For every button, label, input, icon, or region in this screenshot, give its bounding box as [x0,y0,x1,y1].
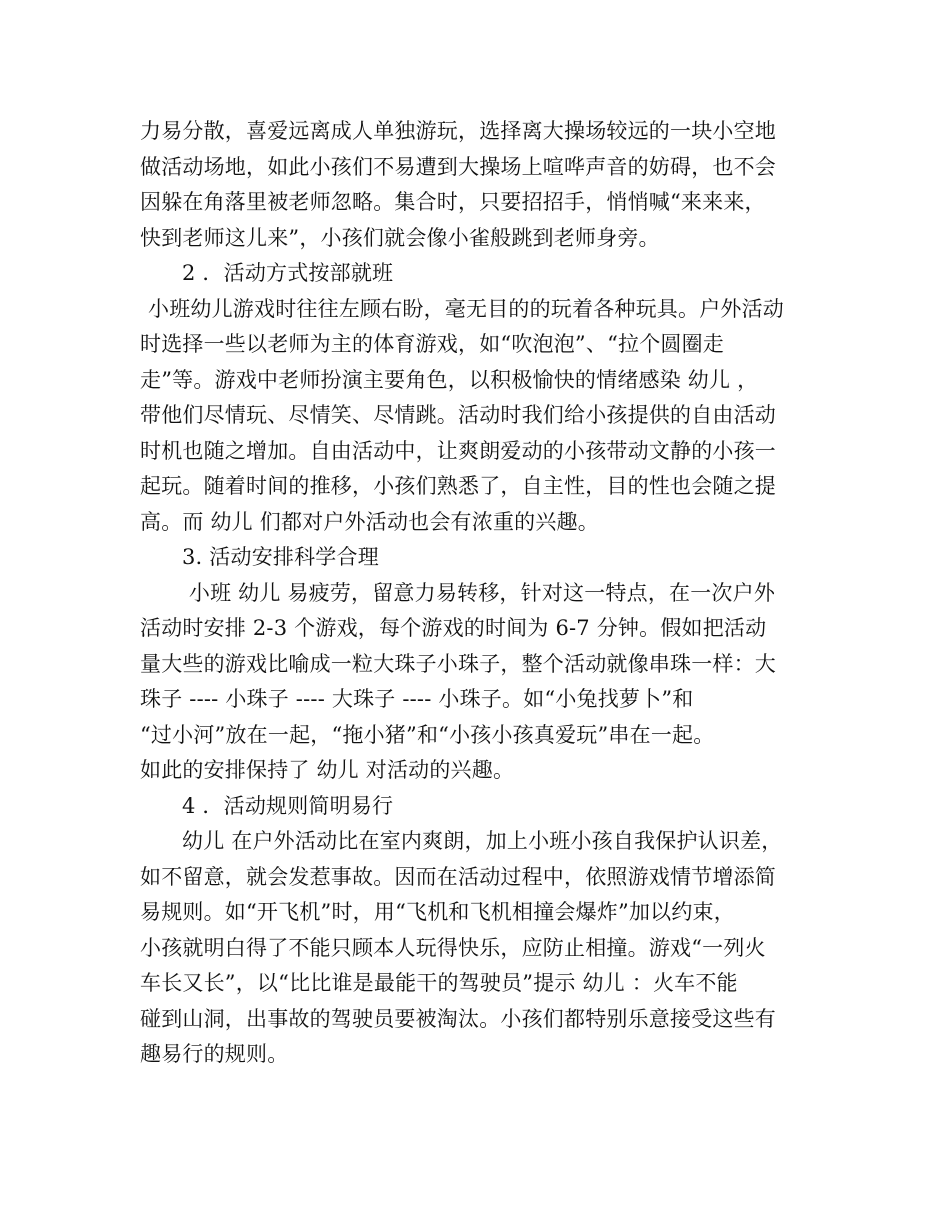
text-line: 易规则。如“开飞机”时，用“飞机和飞机相撞会爆炸”加以约束， [140,900,735,924]
text-line: 车长又长”，以“比比谁是最能干的驾驶员”提示 幼儿 ：火车不能 [140,971,738,995]
section-heading: 4 ．活动规则简明易行 [182,793,394,818]
text-line: 做活动场地，如此小孩们不易遭到大操场上喧哗声音的妨碍，也不会 [140,154,776,179]
document-body [140,114,820,1073]
text-line: 小班幼儿游戏时往往左顾右盼，毫无目的的玩着各种玩具。户外活动 [148,296,784,321]
text-line: 活动时安排 2-3 个游戏，每个游戏的时间为 6-7 分钟。假如把活动 [140,616,767,640]
text-line: 因躲在角落里被老师忽略。集合时，只要招招手，悄悄喊“来来来， [140,190,766,214]
section-heading: 3. 活动安排科学合理 [182,545,379,569]
text-line: 如此的安排保持了 幼儿 对活动的兴趣。 [140,758,515,782]
text-line: 带他们尽情玩、尽情笑、尽情跳。活动时我们给小孩提供的自由活动 [140,403,776,427]
text-line: 小班 幼儿 易疲劳，留意力易转移，针对这一特点，在一次户外 [182,580,776,605]
text-line: 起玩。随着时间的推移，小孩们熟悉了，自主性，目的性也会随之提 [140,474,776,498]
text-line: 碰到山洞，出事故的驾驶员要被淘汰。小孩们都特别乐意接受这些有 [140,1006,776,1031]
text-line: 走”等。游戏中老师扮演主要角色，以积极愉快的情绪感染 幼儿 ， [140,367,759,392]
text-line: 高。而 幼儿 们都对户外活动也会有浓重的兴趣。 [140,509,599,534]
text-line: 幼儿 在户外活动比在室内爽朗，加上小班小孩自我保护认识差， [182,829,783,853]
text-line: 量大些的游戏比喻成一粒大珠子小珠子，整个活动就像串珠一样：大 [140,651,776,676]
text-line: 力易分散，喜爱远离成人单独游玩，选择离大操场较远的一块小空地 [140,119,776,143]
text-line: 趣易行的规则。 [140,1042,289,1066]
text-line: 如不留意，就会发惹事故。因而在活动过程中，依照游戏情节增添简 [140,864,776,889]
section-heading: 2 ．活动方式按部就班 [182,261,394,285]
text-line: “过小河”放在一起，“拖小猪”和“小孩小孩真爱玩”串在一起。 [140,722,715,747]
text-line: 小孩就明白得了不能只顾本人玩得快乐，应防止相撞。游戏“一列火 [140,935,766,960]
text-line: 时机也随之增加。自由活动中，让爽朗爱动的小孩带动文静的小孩一 [140,438,776,463]
text-line: 时选择一些以老师为主的体育游戏，如“吹泡泡”、“拉个圆圈走 [140,332,725,356]
text-line: 快到老师这儿来”，小孩们就会像小雀般跳到老师身旁。 [140,225,660,250]
text-line: 珠子 ---- 小珠子 ---- 大珠子 ---- 小珠子。如“小兔找萝卜”和 [140,687,694,711]
